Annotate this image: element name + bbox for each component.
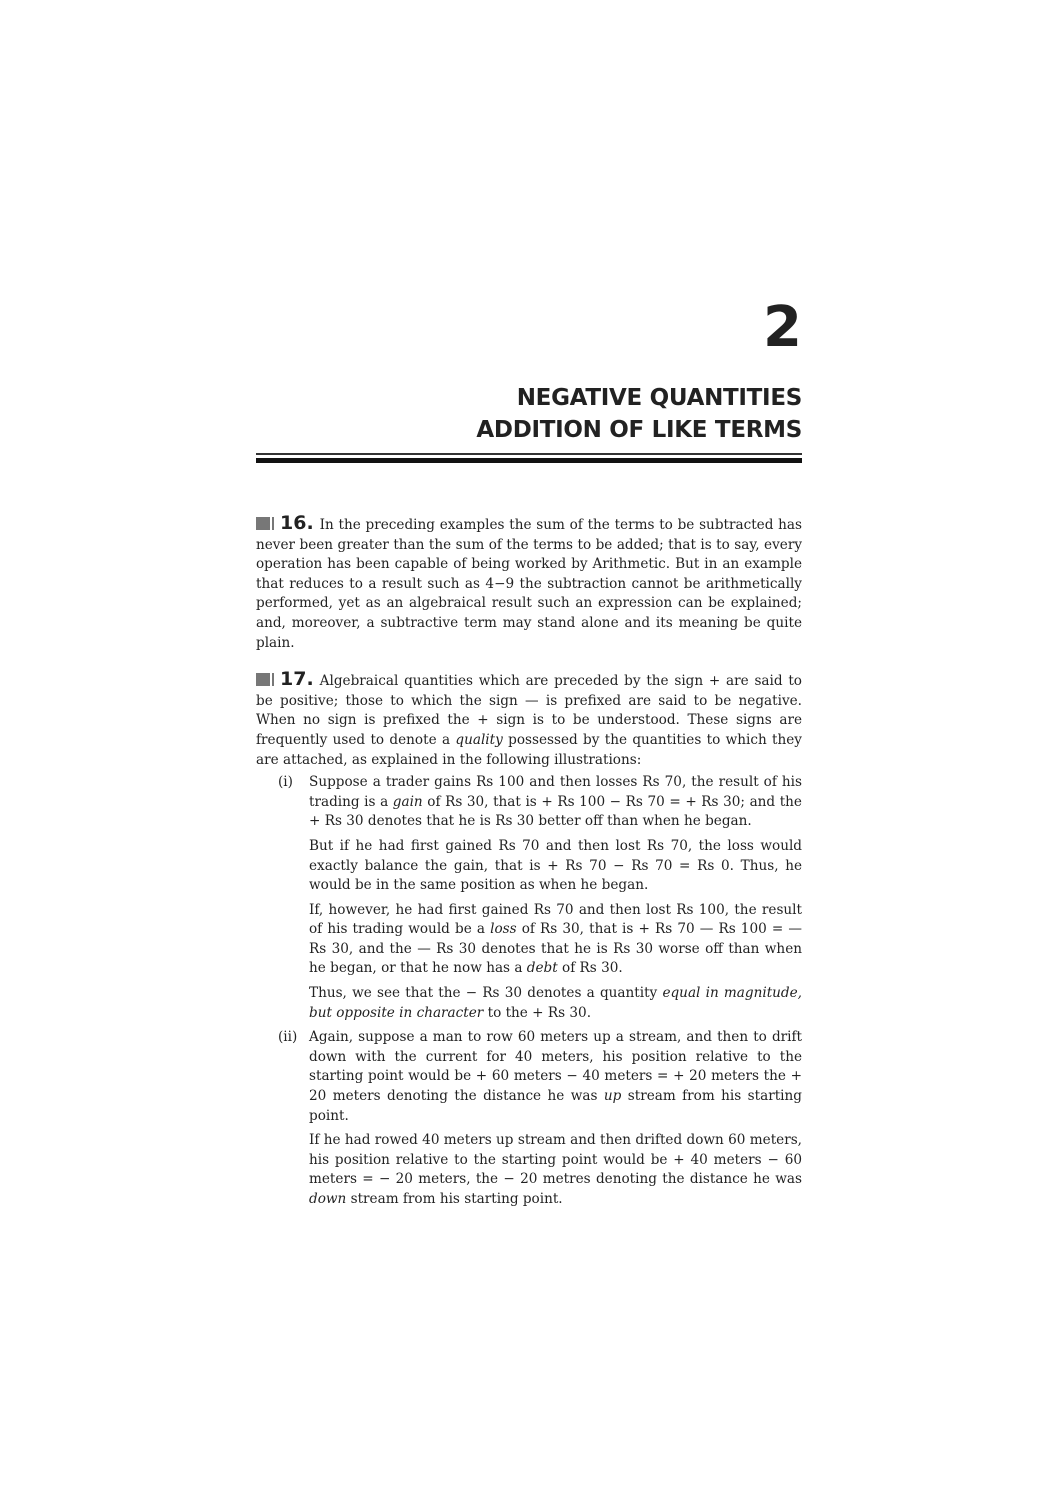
paragraph-emphasis: debt	[526, 960, 558, 977]
paragraph-text: If he had rowed 40 meters up stream and then drifted down 60 meters, his position relative to the starting point would be + 40 meters − 60 meters = − 20 meters, the − 20 metres denoting the distance he was	[309, 1132, 802, 1188]
illustration-paragraph: But if he had first gained Rs 70 and then lost Rs 70, the loss would exactly balance the gain, that is + Rs 70 − Rs 70 = Rs 0. Thus, he would be in the same position as when he began.	[309, 837, 802, 894]
paragraph-text: of Rs 30, that is + Rs 100 − Rs 70 = + Rs 30; and the + Rs 30 denotes that he is Rs 30 better off than when he began.	[309, 793, 802, 830]
section-17	[256, 670, 802, 770]
illustration-paragraph	[309, 1131, 802, 1209]
list-item	[256, 1028, 802, 1209]
paragraph-text: Thus, we see that the − Rs 30 denotes a quantity	[309, 985, 663, 1002]
paragraph-text: If, however, he had first gained Rs 70 and then lost Rs 100, the result of his trading would be a	[309, 901, 802, 938]
section-marker-bar	[272, 673, 274, 686]
paragraph-text: of Rs 30, that is + Rs 70 — Rs 100 = — Rs 30, and the — Rs 30 denotes that he is Rs 30 worse off than when he began, or that he now has a	[309, 921, 802, 977]
paragraph-emphasis: loss	[490, 921, 517, 938]
chapter-title-line-2: ADDITION OF LIKE TERMS	[476, 417, 802, 443]
illustration-paragraph	[309, 901, 802, 979]
title-rule-thick	[256, 458, 802, 463]
illustration-list	[256, 773, 802, 1209]
chapter-title	[476, 382, 802, 446]
illustration-paragraph	[309, 773, 802, 832]
chapter-title-line-1: NEGATIVE QUANTITIES	[516, 385, 802, 411]
paragraph-text: to the + Rs 30.	[483, 1004, 592, 1021]
section-text: possessed by the quantities to which they are attached, as explained in the following illustrations:	[256, 731, 802, 768]
section-marker-icon	[256, 517, 270, 530]
list-item-label: (ii)	[278, 1029, 298, 1046]
paragraph-text: stream from his starting point.	[309, 1088, 802, 1124]
section-marker-icon	[256, 673, 270, 686]
paragraph-emphasis: gain	[392, 793, 423, 810]
section-marker-bar	[272, 517, 274, 530]
section-text-emphasis: quality	[455, 731, 503, 748]
section-number: 16.	[280, 512, 314, 534]
list-item-label: (i)	[278, 774, 293, 791]
paragraph-text: of Rs 30.	[557, 960, 623, 977]
chapter-number: 2	[763, 295, 802, 360]
section-16	[256, 514, 802, 653]
paragraph-emphasis: up	[603, 1088, 622, 1105]
illustration-paragraph	[309, 984, 802, 1023]
section-text: Algebraical quantities which are preceded by the sign + are said to be positive; those to which the sign — is prefixed are said to be negative. When no sign is prefixed the + sign is to be understood. These signs are frequently used to denote a	[256, 673, 802, 748]
title-rule-thin	[256, 453, 802, 455]
section-number: 17.	[280, 668, 314, 691]
section-text: In the preceding examples the sum of the terms to be subtracted has never been greater than the sum of the terms to be added; that is to say, every operation has been capable of being worked by Arithmetic. But in an example that reduces to a result such as 4−9 the subtraction cannot be arithmetically performed, yet as an algebraical result such an expression can be explained; and, moreover, a subtractive term may stand alone and its meaning be quite plain.	[256, 517, 802, 651]
body-text	[256, 514, 802, 1215]
paragraph-text: stream from his starting point.	[346, 1191, 563, 1207]
illustration-paragraph	[309, 1028, 802, 1126]
list-item	[256, 773, 802, 1023]
paragraph-emphasis: equal in magnitude, but opposite in character	[309, 985, 802, 1021]
paragraph-text: Suppose a trader gains Rs 100 and then losses Rs 70, the result of his trading is a	[309, 774, 802, 810]
book-page	[256, 0, 802, 1500]
paragraph-text: Again, suppose a man to row 60 meters up a stream, and then to drift down with the current for 40 meters, his position relative to the starting point would be + 60 meters − 40 meters = + 20 meters the + 20 meters denoting the distance he was	[309, 1029, 802, 1105]
paragraph-emphasis: down	[309, 1191, 347, 1207]
